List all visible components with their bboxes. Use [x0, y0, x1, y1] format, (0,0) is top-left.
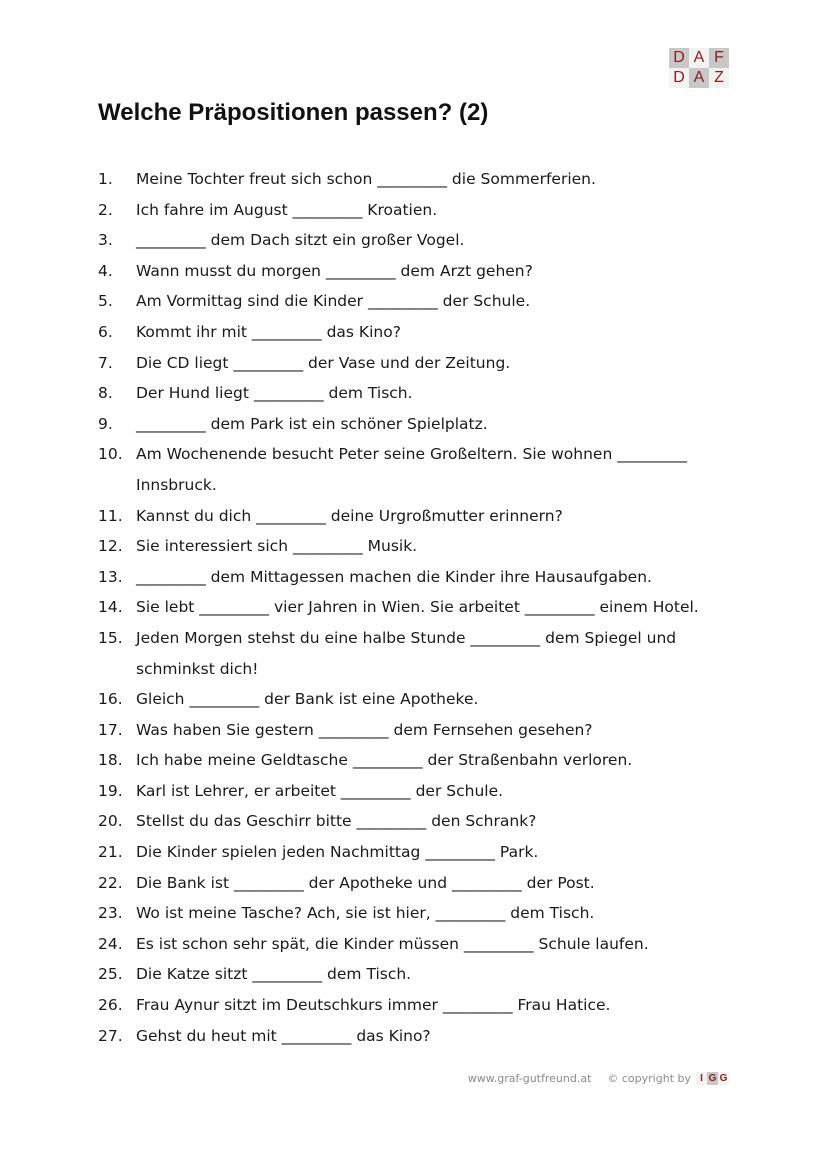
exercise-item — [98, 286, 738, 317]
exercise-sentence: Am Wochenende besucht Peter seine Großeltern. Sie wohnen _________ Innsbruck. — [136, 445, 687, 494]
exercise-number: 16. — [98, 690, 123, 709]
exercise-sentence: _________ dem Park ist ein schöner Spielplatz. — [136, 414, 488, 433]
exercise-item — [98, 929, 738, 960]
exercise-sentence: Der Hund liegt _________ dem Tisch. — [136, 384, 413, 403]
exercise-item — [98, 990, 738, 1021]
exercise-number: 14. — [98, 598, 123, 617]
exercise-sentence: Kommt ihr mit _________ das Kino? — [136, 322, 401, 341]
exercise-number: 15. — [98, 628, 123, 647]
igg-letter: I — [696, 1072, 707, 1085]
exercise-item — [98, 439, 738, 500]
exercise-sentence: _________ dem Mittagessen machen die Kinder ihre Hausaufgaben. — [136, 567, 652, 586]
exercise-number: 27. — [98, 1026, 123, 1045]
exercise-number: 12. — [98, 537, 123, 556]
logo-letter: Z — [709, 68, 729, 88]
igg-letter: G — [719, 1073, 728, 1084]
dafdaz-logo — [669, 48, 729, 88]
exercise-number: 2. — [98, 200, 113, 219]
exercise-item — [98, 409, 738, 440]
exercise-item — [98, 959, 738, 990]
exercise-number: 26. — [98, 996, 123, 1015]
exercise-item — [98, 868, 738, 899]
exercise-number: 7. — [98, 353, 113, 372]
exercise-sentence: Ich fahre im August _________ Kroatien. — [136, 200, 438, 219]
exercise-number: 19. — [98, 781, 123, 800]
exercise-sentence: Die Kinder spielen jeden Nachmittag _________ Park. — [136, 843, 539, 862]
exercise-item — [98, 531, 738, 562]
exercise-sentence: Ich habe meine Geldtasche _________ der Straßenbahn verloren. — [136, 751, 633, 770]
exercise-number: 17. — [98, 720, 123, 739]
exercise-sentence: Die Katze sitzt _________ dem Tisch. — [136, 965, 412, 984]
exercise-sentence: Frau Aynur sitzt im Deutschkurs immer _________ Frau Hatice. — [136, 996, 611, 1015]
exercise-number: 3. — [98, 231, 113, 250]
copyright-text: © copyright by — [607, 1072, 691, 1085]
exercise-number: 4. — [98, 261, 113, 280]
exercise-sentence: Stellst du das Geschirr bitte _________ den Schrank? — [136, 812, 537, 831]
exercise-item — [98, 378, 738, 409]
logo-letter: A — [689, 48, 709, 68]
exercise-item — [98, 348, 738, 379]
exercise-sentence: Sie lebt _________ vier Jahren in Wien. Sie arbeitet _________ einem Hotel. — [136, 598, 699, 617]
exercise-item — [98, 501, 738, 532]
logo-letter: D — [669, 68, 689, 88]
exercise-number: 24. — [98, 934, 123, 953]
page-title: Welche Präpositionen passen? (2) — [98, 99, 489, 126]
exercise-item — [98, 898, 738, 929]
exercise-number: 20. — [98, 812, 123, 831]
exercise-sentence: Am Vormittag sind die Kinder _________ der Schule. — [136, 292, 531, 311]
exercise-sentence: Kannst du dich _________ deine Urgroßmutter erinnern? — [136, 506, 563, 525]
exercise-number: 1. — [98, 170, 113, 188]
exercise-number: 9. — [98, 414, 113, 433]
exercise-number: 11. — [98, 506, 123, 525]
exercise-sentence: Jeden Morgen stehst du eine halbe Stunde _________ dem Spiegel und schminkst dich! — [136, 628, 677, 678]
exercise-item — [98, 837, 738, 868]
exercise-sentence: Wo ist meine Tasche? Ach, sie ist hier, _________ dem Tisch. — [136, 904, 595, 923]
exercise-item — [98, 1021, 738, 1052]
exercise-item — [98, 592, 738, 623]
logo-letter: D — [669, 48, 689, 68]
exercise-sentence: Meine Tochter freut sich schon _________ die Sommerferien. — [136, 170, 596, 188]
exercise-number: 8. — [98, 384, 113, 403]
exercise-sentence: Es ist schon sehr spät, die Kinder müssen _________ Schule laufen. — [136, 934, 649, 953]
exercise-item — [98, 684, 738, 715]
exercise-item — [98, 317, 738, 348]
exercise-sentence: Die Bank ist _________ der Apotheke und _________ der Post. — [136, 873, 595, 892]
exercise-item — [98, 562, 738, 593]
website-url[interactable]: www.graf-gutfreund.at — [467, 1072, 592, 1085]
exercise-sentence: Gleich _________ der Bank ist eine Apotheke. — [136, 690, 479, 709]
exercise-number: 6. — [98, 322, 113, 341]
logo-letter: F — [709, 48, 729, 68]
exercise-sentence: Was haben Sie gestern _________ dem Fernsehen gesehen? — [136, 720, 593, 739]
exercise-sentence: Wann musst du morgen _________ dem Arzt gehen? — [136, 261, 533, 280]
exercise-item — [98, 745, 738, 776]
exercise-number: 13. — [98, 567, 123, 586]
exercise-number: 21. — [98, 843, 123, 862]
exercise-sentence: Sie interessiert sich _________ Musik. — [136, 537, 418, 556]
exercise-sentence: Gehst du heut mit _________ das Kino? — [136, 1026, 431, 1045]
exercise-item — [98, 164, 738, 195]
exercise-number: 5. — [98, 292, 113, 311]
exercise-number: 23. — [98, 904, 123, 923]
exercise-number: 18. — [98, 751, 123, 770]
exercise-item — [98, 225, 738, 256]
exercise-number: 22. — [98, 873, 123, 892]
exercise-item — [98, 715, 738, 746]
exercise-sentence: _________ dem Dach sitzt ein großer Vogel. — [136, 231, 465, 250]
exercise-item — [98, 256, 738, 287]
exercise-number: 25. — [98, 965, 123, 984]
footer — [468, 1072, 729, 1085]
exercise-item — [98, 195, 738, 226]
exercise-sentence: Karl ist Lehrer, er arbeitet _________ der Schule. — [136, 781, 504, 800]
igg-letter: G — [708, 1073, 717, 1084]
exercise-item — [98, 776, 738, 807]
logo-letter: A — [689, 68, 709, 88]
exercise-sentence: Die CD liegt _________ der Vase und der Zeitung. — [136, 353, 511, 372]
exercise-number: 10. — [98, 445, 123, 464]
exercise-item — [98, 806, 738, 837]
exercise-item — [98, 623, 738, 684]
igg-logo — [696, 1072, 729, 1085]
exercise-list — [98, 164, 738, 1051]
